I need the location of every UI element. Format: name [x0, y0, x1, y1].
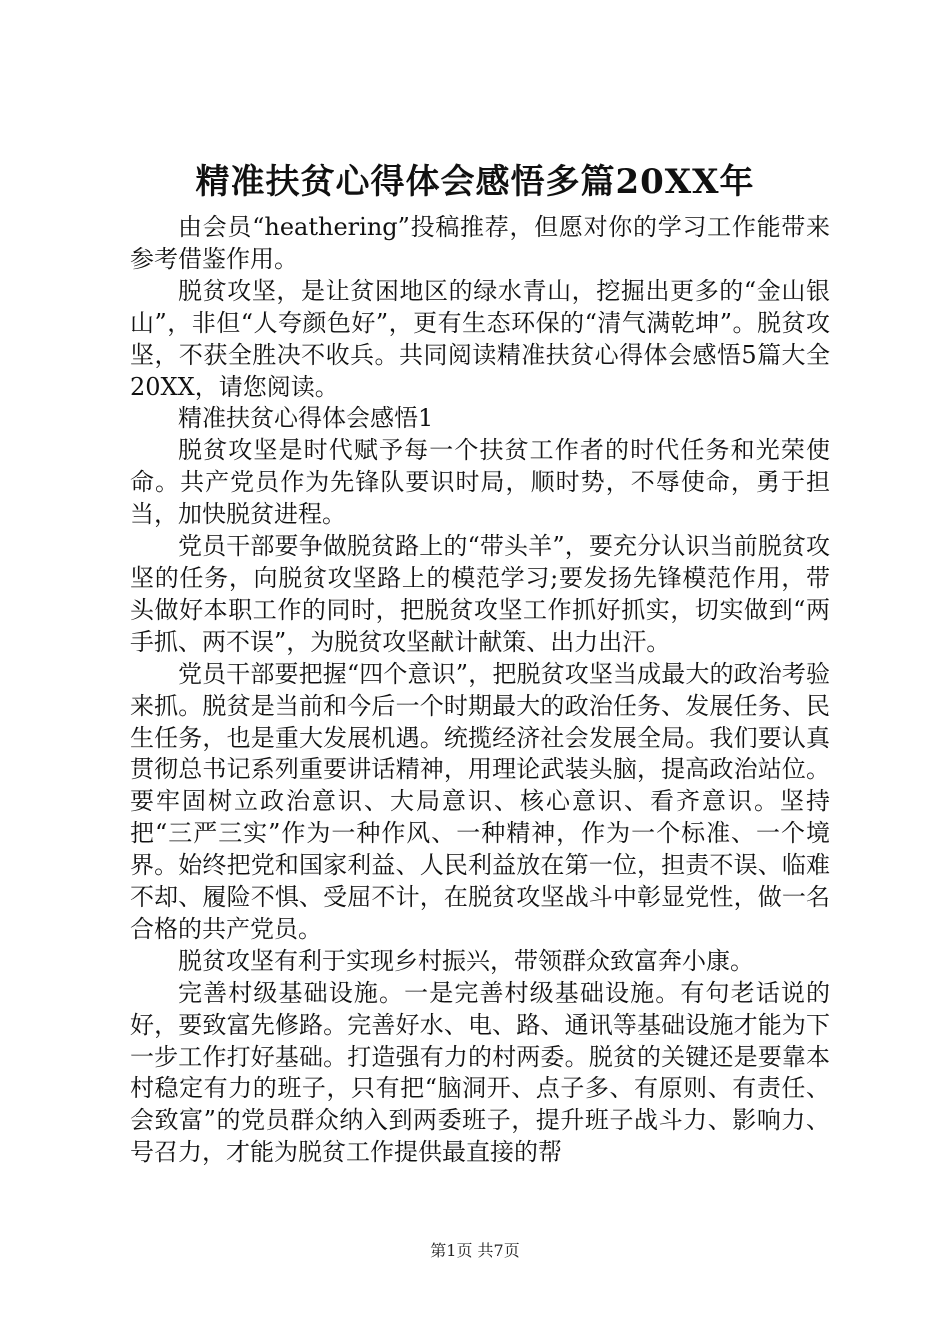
paragraph: 脱贫攻坚是时代赋予每一个扶贫工作者的时代任务和光荣使命。共产党员作为先锋队要识时局，顺时势，不辱使命，勇于担当，加快脱贫进程。	[130, 436, 830, 529]
paragraph-summary: 脱贫攻坚，是让贫困地区的绿水青山，挖掘出更多的“金山银山”，非但“人夸颜色好”，更有生态环保的“清气满乾坤”。脱贫攻坚，不获全胜决不收兵。共同阅读精准扶贫心得体会感悟5篇大全20XX，请您阅读。	[130, 276, 830, 401]
paragraph: 党员干部要争做脱贫路上的“带头羊”，要充分认识当前脱贫攻坚的任务，向脱贫攻坚路上的模范学习;要发扬先锋模范作用，带头做好本职工作的同时，把脱贫攻坚工作抓好抓实，切实做到“两手抓、两不误”，为脱贫攻坚献计献策、出力出汗。	[130, 532, 830, 656]
paragraph: 党员干部要把握“四个意识”，把脱贫攻坚当成最大的政治考验来抓。脱贫是当前和今后一个时期最大的政治任务、发展任务、民生任务，也是重大发展机遇。统揽经济社会发展全局。我们要认真贯彻总书记系列重要讲话精神，用理论武装头脑，提高政治站位。要牢固树立政治意识、大局意识、核心意识、看齐意识。坚持把“三严三实”作为一种作风、一种精神，作为一个标准、一个境界。始终把党和国家利益、人民利益放在第一位，担责不误、临难不却、履险不惧、受屈不计，在脱贫攻坚战斗中彰显党性，做一名合格的共产党员。	[130, 659, 830, 943]
section-heading-1: 精准扶贫心得体会感悟1	[178, 404, 434, 433]
paragraph-intro: 由会员“heathering”投稿推荐，但愿对你的学习工作能带来参考借鉴作用。	[130, 213, 830, 273]
document-title: 精准扶贫心得体会感悟多篇20XX年	[195, 162, 755, 202]
paragraph: 脱贫攻坚有利于实现乡村振兴，带领群众致富奔小康。	[178, 946, 754, 975]
paragraph: 完善村级基础设施。一是完善村级基础设施。有句老话说的好，要致富先修路。完善好水、电、路、通讯等基础设施才能为下一步工作打好基础。打造强有力的村两委。脱贫的关键还是要靠本村稳定有力的班子，只有把“脑洞开、点子多、有原则、有责任、会致富”的党员群众纳入到两委班子，提升班子战斗力、影响力、号召力，才能为脱贫工作提供最直接的帮	[130, 978, 830, 1167]
document-body	[130, 212, 830, 1169]
page-number-footer: 第1页 共7页	[430, 1241, 520, 1260]
